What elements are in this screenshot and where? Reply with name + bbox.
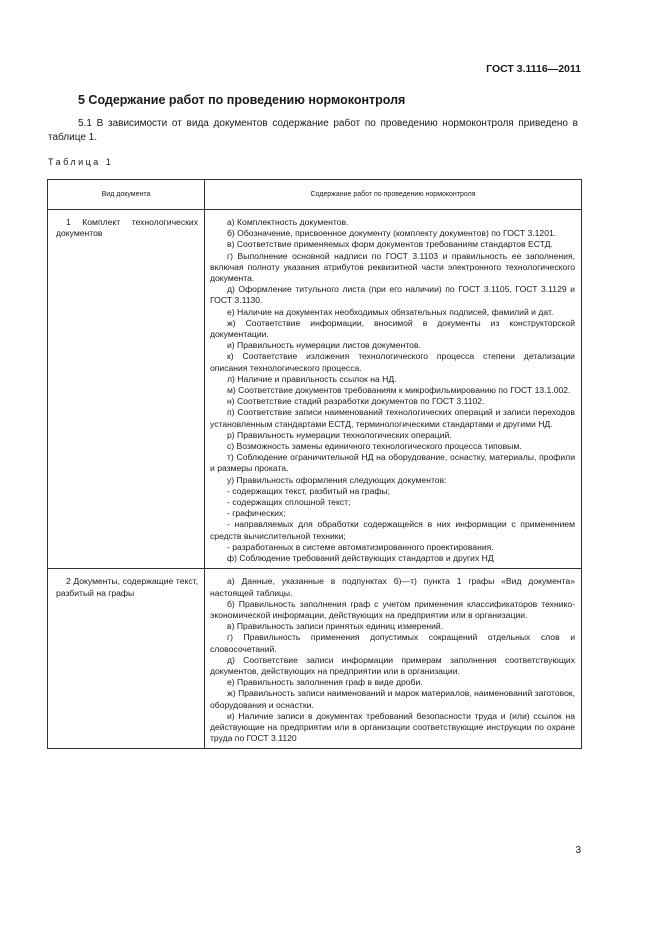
standard-code: ГОСТ 3.1116—2011 <box>486 63 581 75</box>
page-number: 3 <box>575 845 581 856</box>
list-item: г) Выполнение основной надписи по ГОСТ 3.1103 и правильность ее заполнения, включая полноту указания атрибутов реквизитной части электронного технологического документа. <box>210 250 575 284</box>
work-content-cell <box>205 569 582 749</box>
list-item: а) Комплектность документов. <box>227 217 349 227</box>
list-item: е) Правильность заполнения граф в виде дроби. <box>227 677 423 688</box>
list-item: а) Данные, указанные в подпунктах б)—т) пункта 1 графы «Вид документа» настоящей таблицы. <box>210 576 575 598</box>
table-header-row <box>48 180 582 210</box>
list-item: г) Правильность применения допустимых сокращений отдельных слов и словосочетаний. <box>210 632 575 654</box>
list-item: - направляемых для обработки содержащейся в них информации с применением средств вычислительной техники; <box>210 519 575 541</box>
list-item: б) Обозначение, присвоенное документу (комплекту документов) по ГОСТ 3.1201. <box>227 228 557 239</box>
list-item: ж) Соответствие информации, вносимой в документы из конструкторской документации. <box>210 317 575 340</box>
table-row <box>48 210 582 569</box>
list-item: д) Соответствие записи информации примерам заполнения соответствующих документов, действующих на предприятии или в организации. <box>210 654 575 676</box>
list-item: л) Наличие и правильность ссылок на НД. <box>227 373 397 384</box>
doc-type-cell <box>48 569 205 749</box>
list-item: - содержащих сплошной текст; <box>227 497 351 508</box>
table-row <box>48 569 582 749</box>
list-item: б) Правильность заполнения граф с учетом применения классификаторов технико-экономической информации, действующих на предприятии или в организации. <box>210 598 575 620</box>
norm-control-table <box>47 179 582 749</box>
doc-type-label: 2 Документы, содержащие текст, разбитый на графы <box>56 576 198 598</box>
list-item: м) Соответствие документов требованиям к микрофильмированию по ГОСТ 13.1.002. <box>227 385 571 396</box>
header-work-content: Содержание работ по проведению нормоконтроля <box>205 180 582 210</box>
list-item: в) Правильность записи принятых единиц измерений. <box>227 621 444 632</box>
list-item: - графических; <box>227 508 286 519</box>
list-item: к) Соответствие изложения технологического процесса степени детализации описания технологического процесса. <box>210 351 575 373</box>
list-item: т) Соблюдение ограничительной НД на оборудование, оснастку, материалы, профили и размеры проката. <box>210 452 575 474</box>
list-item: н) Соответствие стадий разработки документов по ГОСТ 3.1102. <box>227 396 485 407</box>
work-content-cell <box>205 210 582 569</box>
list-item: р) Правильность нумерации технологических операций. <box>227 429 452 440</box>
list-item: - разработанных в системе автоматизированного проектирования. <box>227 541 494 552</box>
list-item: и) Наличие записи в документах требований безопасности труда и (или) ссылок на действующие на предприятии или в организации соответствующие инструкции по охране труда по ГОСТ 3.1120 <box>210 710 575 744</box>
list-item: и) Правильность нумерации листов документов. <box>227 340 421 351</box>
list-item: д) Оформление титульного листа (при его наличии) по ГОСТ 3.1105, ГОСТ 3.1129 и ГОСТ 3.1130. <box>210 284 575 306</box>
list-item: - содержащих текст, разбитый на графы; <box>227 485 390 496</box>
table-caption: Таблица 1 <box>48 157 114 167</box>
list-item: у) Правильность оформления следующих документов: <box>227 474 447 485</box>
intro-paragraph: 5.1 В зависимости от вида документов содержание работ по проведению нормоконтроля приведено в таблице 1. <box>48 118 578 143</box>
list-item: ж) Правильность записи наименований и марок материалов, наименований заготовок, оборудования и оснастки. <box>210 688 575 710</box>
header-doc-type: Вид документа <box>48 180 205 210</box>
doc-type-label: 1 Комплект технологических документов <box>56 217 198 239</box>
section-title: 5 Содержание работ по проведению нормоконтроля <box>78 93 406 107</box>
list-item: с) Возможность замены единичного технологического процесса типовым. <box>227 441 522 452</box>
list-item: в) Соответствие применяемых форм документов требованиям стандартов ЕСТД. <box>227 239 553 250</box>
list-item: п) Соответствие записи наименований технологических операций и записи переходов установленным стандартами ЕСТД, терминологическими стандартами и другими НД. <box>210 407 575 429</box>
list-item: е) Наличие на документах необходимых обязательных подписей, фамилий и дат. <box>227 306 554 317</box>
doc-type-cell <box>48 210 205 569</box>
list-item: ф) Соблюдение требований действующих стандартов и других НД <box>227 553 494 564</box>
